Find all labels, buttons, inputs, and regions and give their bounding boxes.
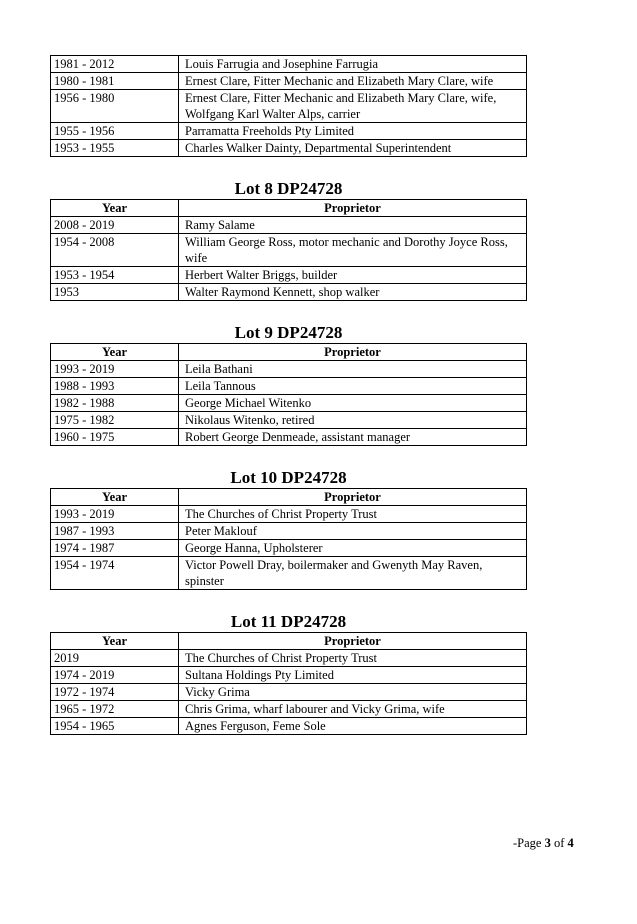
proprietor-cell: Chris Grima, wharf labourer and Vicky Grima, wife bbox=[179, 701, 527, 718]
table-row bbox=[51, 667, 527, 684]
table-row bbox=[51, 73, 527, 90]
proprietor-cell: Ernest Clare, Fitter Mechanic and Elizabeth Mary Clare, wife, Wolfgang Karl Walter Alps, carrier bbox=[179, 90, 527, 123]
page-footer bbox=[513, 836, 574, 851]
table-row bbox=[51, 701, 527, 718]
proprietor-cell: William George Ross, motor mechanic and Dorothy Joyce Ross, wife bbox=[179, 234, 527, 267]
table-row bbox=[51, 217, 527, 234]
table-header-row bbox=[51, 200, 527, 217]
table-row bbox=[51, 718, 527, 735]
footer-prefix: -Page bbox=[513, 836, 545, 850]
proprietor-column-header: Proprietor bbox=[179, 489, 527, 506]
year-cell: 2019 bbox=[51, 650, 179, 667]
proprietor-cell: The Churches of Christ Property Trust bbox=[179, 650, 527, 667]
year-cell: 1953 - 1954 bbox=[51, 267, 179, 284]
proprietor-column-header: Proprietor bbox=[179, 344, 527, 361]
table-row bbox=[51, 429, 527, 446]
proprietor-cell: Agnes Ferguson, Feme Sole bbox=[179, 718, 527, 735]
section-spacer bbox=[50, 301, 527, 323]
lot-section bbox=[50, 301, 527, 446]
proprietor-cell: Victor Powell Dray, boilermaker and Gwenyth May Raven, spinster bbox=[179, 557, 527, 590]
document-page bbox=[50, 55, 527, 735]
year-column-header: Year bbox=[51, 489, 179, 506]
table-row bbox=[51, 90, 527, 123]
table-row bbox=[51, 506, 527, 523]
ownership-table bbox=[50, 632, 527, 735]
proprietor-cell: George Hanna, Upholsterer bbox=[179, 540, 527, 557]
year-cell: 1974 - 1987 bbox=[51, 540, 179, 557]
year-cell: 1974 - 2019 bbox=[51, 667, 179, 684]
lot-title: Lot 11 DP24728 bbox=[230, 612, 347, 631]
footer-page-number: 3 bbox=[544, 836, 551, 850]
lot-section bbox=[50, 590, 527, 735]
ownership-table bbox=[50, 343, 527, 446]
proprietor-cell: Sultana Holdings Pty Limited bbox=[179, 667, 527, 684]
proprietor-cell: Robert George Denmeade, assistant manager bbox=[179, 429, 527, 446]
year-cell: 1981 - 2012 bbox=[51, 56, 179, 73]
year-cell: 1954 - 1965 bbox=[51, 718, 179, 735]
table-row bbox=[51, 523, 527, 540]
proprietor-cell: Walter Raymond Kennett, shop walker bbox=[179, 284, 527, 301]
proprietor-cell: Leila Bathani bbox=[179, 361, 527, 378]
ownership-table bbox=[50, 199, 527, 301]
lot-section bbox=[50, 157, 527, 301]
year-cell: 1993 - 2019 bbox=[51, 361, 179, 378]
lot-title: Lot 8 DP24728 bbox=[234, 179, 343, 198]
year-cell: 1987 - 1993 bbox=[51, 523, 179, 540]
year-cell: 2008 - 2019 bbox=[51, 217, 179, 234]
proprietor-cell: Ernest Clare, Fitter Mechanic and Elizabeth Mary Clare, wife bbox=[179, 73, 527, 90]
year-cell: 1954 - 2008 bbox=[51, 234, 179, 267]
year-column-header: Year bbox=[51, 200, 179, 217]
proprietor-cell: Ramy Salame bbox=[179, 217, 527, 234]
year-cell: 1965 - 1972 bbox=[51, 701, 179, 718]
proprietor-cell: Leila Tannous bbox=[179, 378, 527, 395]
table-row bbox=[51, 267, 527, 284]
year-cell: 1982 - 1988 bbox=[51, 395, 179, 412]
proprietor-cell: Peter Maklouf bbox=[179, 523, 527, 540]
table-row bbox=[51, 412, 527, 429]
ownership-table bbox=[50, 488, 527, 590]
section-spacer bbox=[50, 446, 527, 468]
table-row bbox=[51, 361, 527, 378]
table-row bbox=[51, 378, 527, 395]
table-row bbox=[51, 234, 527, 267]
year-cell: 1953 - 1955 bbox=[51, 140, 179, 157]
year-column-header: Year bbox=[51, 344, 179, 361]
proprietor-column-header: Proprietor bbox=[179, 633, 527, 650]
table-row bbox=[51, 284, 527, 301]
year-cell: 1956 - 1980 bbox=[51, 90, 179, 123]
year-cell: 1993 - 2019 bbox=[51, 506, 179, 523]
table-row bbox=[51, 123, 527, 140]
table-header-row bbox=[51, 633, 527, 650]
table-header-row bbox=[51, 344, 527, 361]
proprietor-column-header: Proprietor bbox=[179, 200, 527, 217]
proprietor-cell: Louis Farrugia and Josephine Farrugia bbox=[179, 56, 527, 73]
lot-section bbox=[50, 446, 527, 590]
continued-ownership-table bbox=[50, 55, 527, 157]
year-cell: 1975 - 1982 bbox=[51, 412, 179, 429]
year-column-header: Year bbox=[51, 633, 179, 650]
table-row bbox=[51, 140, 527, 157]
table-row bbox=[51, 56, 527, 73]
footer-of: of bbox=[550, 836, 568, 850]
proprietor-cell: The Churches of Christ Property Trust bbox=[179, 506, 527, 523]
table-row bbox=[51, 395, 527, 412]
lots-container bbox=[50, 157, 527, 735]
year-cell: 1955 - 1956 bbox=[51, 123, 179, 140]
year-cell: 1988 - 1993 bbox=[51, 378, 179, 395]
table-row bbox=[51, 540, 527, 557]
proprietor-cell: Charles Walker Dainty, Departmental Superintendent bbox=[179, 140, 527, 157]
year-cell: 1954 - 1974 bbox=[51, 557, 179, 590]
year-cell: 1953 bbox=[51, 284, 179, 301]
proprietor-cell: George Michael Witenko bbox=[179, 395, 527, 412]
year-cell: 1980 - 1981 bbox=[51, 73, 179, 90]
proprietor-cell: Nikolaus Witenko, retired bbox=[179, 412, 527, 429]
lot-title: Lot 9 DP24728 bbox=[234, 323, 343, 342]
year-cell: 1972 - 1974 bbox=[51, 684, 179, 701]
proprietor-cell: Herbert Walter Briggs, builder bbox=[179, 267, 527, 284]
proprietor-cell: Vicky Grima bbox=[179, 684, 527, 701]
section-spacer bbox=[50, 157, 527, 179]
table-row bbox=[51, 557, 527, 590]
section-spacer bbox=[50, 590, 527, 612]
year-cell: 1960 - 1975 bbox=[51, 429, 179, 446]
footer-page-total: 4 bbox=[567, 836, 574, 850]
table-header-row bbox=[51, 489, 527, 506]
table-row bbox=[51, 684, 527, 701]
table-row bbox=[51, 650, 527, 667]
proprietor-cell: Parramatta Freeholds Pty Limited bbox=[179, 123, 527, 140]
lot-title: Lot 10 DP24728 bbox=[230, 468, 347, 487]
